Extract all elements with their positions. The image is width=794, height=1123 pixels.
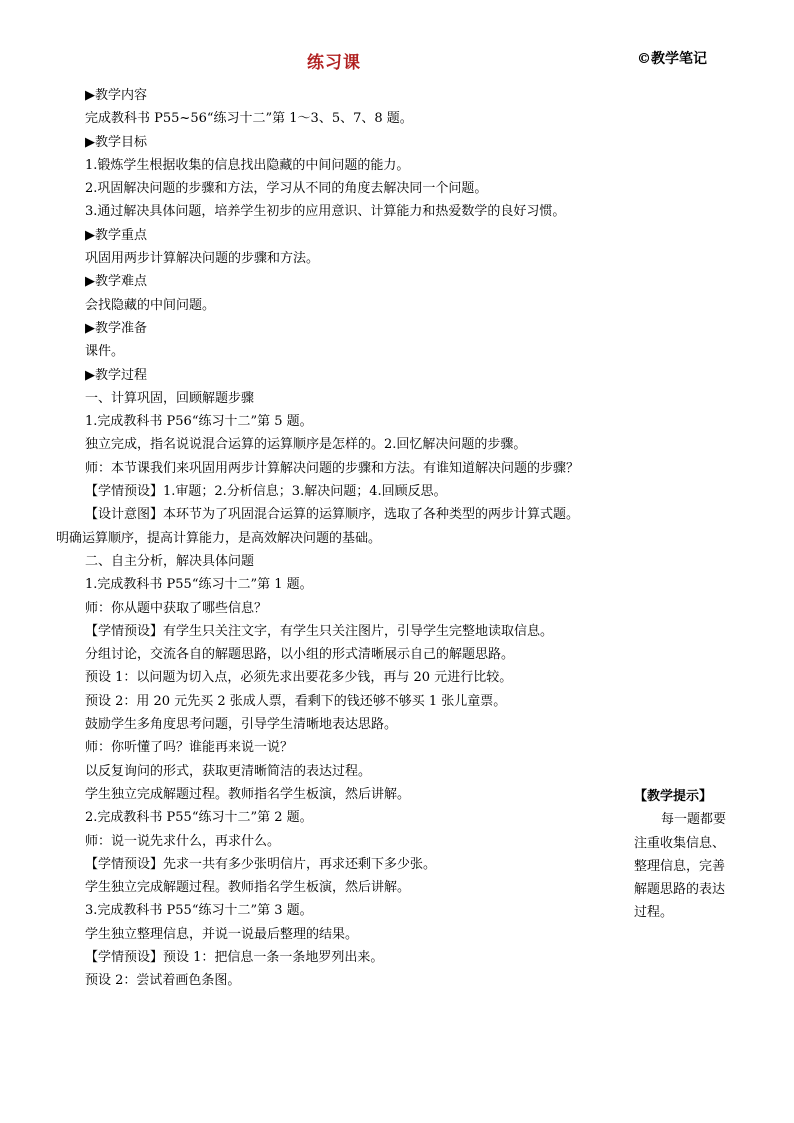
text-line: 明确运算顺序，提高计算能力，是高效解决问题的基础。 xyxy=(56,530,382,546)
text-line: 独立完成，指名说说混合运算的运算顺序是怎样的。2.回忆解决问题的步骤。 xyxy=(85,437,527,453)
text-line: 师：说一说先求什么，再求什么。 xyxy=(85,833,281,849)
text-line: ▶教学内容 xyxy=(85,88,147,103)
brand-label: ©教学笔记 xyxy=(637,51,707,67)
text-line: 3.完成教科书 P55“练习十二”第 3 题。 xyxy=(85,903,313,919)
teaching-tip-line: 整理信息，完善 xyxy=(634,858,726,874)
text-line: 【学情预设】有学生只关注文字，有学生只关注图片，引导学生完整地读取信息。 xyxy=(85,623,554,639)
text-line: 以反复询问的形式，获取更清晰简洁的表达过程。 xyxy=(85,763,372,779)
teaching-tip-line: 过程。 xyxy=(634,905,674,921)
text-line: 2.巩固解决问题的步骤和方法，学习从不同的角度去解决同一个问题。 xyxy=(85,181,488,197)
text-line: 2.完成教科书 P55“练习十二”第 2 题。 xyxy=(85,810,313,826)
text-line: 师：你听懂了吗？谁能再来说一说？ xyxy=(85,740,294,756)
text-line: 学生独立完成解题过程。教师指名学生板演，然后讲解。 xyxy=(85,786,411,802)
text-line: ▶教学准备 xyxy=(85,320,147,336)
text-line: 课件。 xyxy=(85,344,125,360)
text-line: 1.完成教科书 P56“练习十二”第 5 题。 xyxy=(85,414,313,430)
text-line: 学生独立完成解题过程。教师指名学生板演，然后讲解。 xyxy=(85,880,411,896)
text-line: 二、自主分析，解决具体问题 xyxy=(85,553,255,569)
text-line: 学生独立整理信息，并说一说最后整理的结果。 xyxy=(85,926,359,942)
text-line: 【学情预设】先求一共有多少张明信片，再求还剩下多少张。 xyxy=(85,856,437,872)
lesson-body xyxy=(56,84,625,993)
text-line: ▶教学过程 xyxy=(85,367,147,383)
text-line: 3.通过解决具体问题，培养学生初步的应用意识、计算能力和热爱数学的良好习惯。 xyxy=(85,204,566,220)
text-line: 分组讨论，交流各自的解题思路，以小组的形式清晰展示自己的解题思路。 xyxy=(85,647,515,663)
text-line: 【学情预设】预设 1：把信息一条一条地罗列出来。 xyxy=(85,949,384,965)
text-line: 鼓励学生多角度思考问题，引导学生清晰地表达思路。 xyxy=(85,717,398,733)
teaching-tip-line: 每一题都要 xyxy=(661,812,727,828)
teaching-tip-line: 解题思路的表达 xyxy=(634,882,726,898)
text-line: 一、计算巩固，回顾解题步骤 xyxy=(85,390,255,406)
text-line: 1.完成教科书 P55“练习十二”第 1 题。 xyxy=(85,577,313,593)
text-line: 会找隐藏的中间问题。 xyxy=(85,297,216,313)
text-line: 1.锻炼学生根据收集的信息找出隐藏的中间问题的能力。 xyxy=(85,157,410,173)
text-line: ▶教学重点 xyxy=(85,227,147,243)
teaching-tip-box xyxy=(634,785,746,925)
text-line: ▶教学目标 xyxy=(85,134,147,150)
teaching-tip-line: 注重收集信息、 xyxy=(634,835,726,851)
text-line: 巩固用两步计算解决问题的步骤和方法。 xyxy=(85,251,320,267)
teaching-tip-heading: 【教学提示】 xyxy=(634,789,713,804)
text-line: 预设 2：用 20 元先买 2 张成人票，看剩下的钱还够不够买 1 张儿童票。 xyxy=(85,693,507,709)
text-line: 完成教科书 P55~56“练习十二”第 1～3、5、7、8 题。 xyxy=(85,111,413,127)
text-line: 【学情预设】1.审题；2.分析信息；3.解决问题；4.回顾反思。 xyxy=(85,484,447,500)
text-line: 【设计意图】本环节为了巩固混合运算的运算顺序，选取了各种类型的两步计算式题。 xyxy=(85,507,580,523)
text-line: 预设 1：以问题为切入点，必须先求出要花多少钱，再与 20 元进行比较。 xyxy=(85,670,513,686)
text-line: 师：你从题中获取了哪些信息？ xyxy=(85,600,268,616)
page-title: 练习课 xyxy=(307,53,361,73)
text-line: 师：本节课我们来巩固用两步计算解决问题的步骤和方法。有谁知道解决问题的步骤？ xyxy=(85,460,580,476)
text-line: 预设 2：尝试着画色条图。 xyxy=(85,973,241,989)
text-line: ▶教学难点 xyxy=(85,274,147,290)
